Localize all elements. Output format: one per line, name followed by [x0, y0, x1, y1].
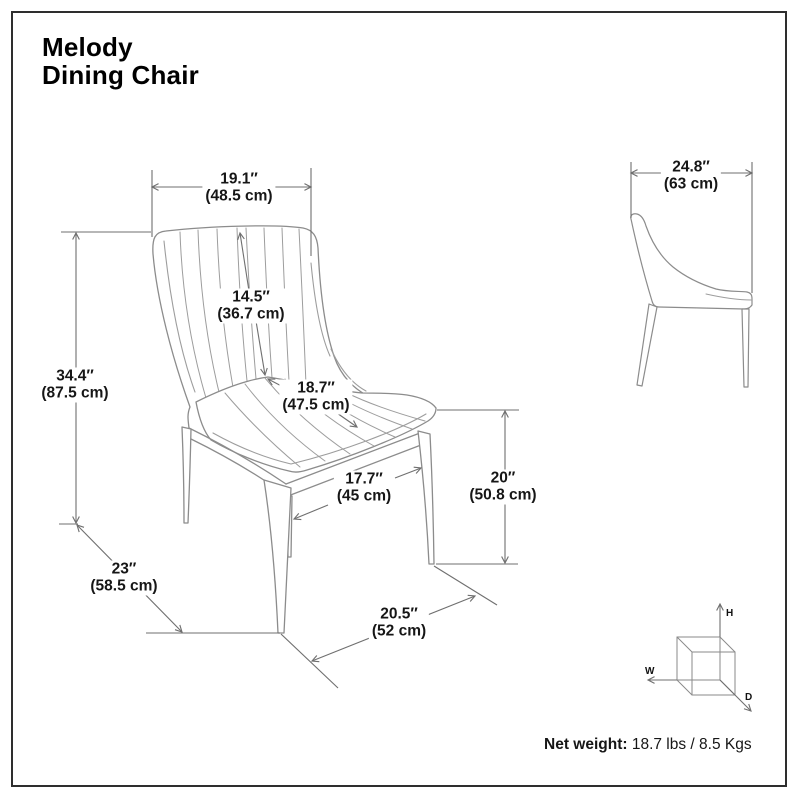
dim-inches: 18.7″ [297, 379, 335, 397]
front-left-leg [264, 480, 291, 633]
backrest-inner-left [164, 241, 195, 392]
product-title-line2: Dining Chair [42, 60, 199, 90]
dim-metric: (63 cm) [663, 175, 719, 192]
leader-line [256, 321, 265, 375]
depth-axis-label: D [745, 692, 753, 703]
side-rear-leg [637, 304, 657, 386]
backrest-inner-right [311, 263, 330, 356]
dim-inches: 19.1″ [220, 170, 258, 188]
chair-side-view [631, 214, 752, 387]
cube-edge [677, 637, 692, 652]
dim-inches: 34.4″ [56, 367, 94, 385]
net-weight-value: 18.7 lbs / 8.5 Kgs [627, 736, 752, 753]
dim-inches: 20″ [490, 469, 516, 487]
dim-inches: 14.5″ [232, 288, 270, 306]
dim-metric: (48.5 cm) [205, 187, 273, 204]
side-front-leg [742, 309, 749, 387]
product-title [42, 33, 199, 89]
net-weight [544, 736, 752, 754]
leader-line [395, 468, 421, 478]
width-axis-label: W [645, 666, 655, 677]
dim-label-seat-depth [279, 380, 352, 415]
leader-line [294, 505, 328, 519]
dim-label-front-width [369, 606, 429, 641]
net-weight-label: Net weight: [544, 736, 628, 753]
dim-label-overall-height [38, 368, 111, 403]
dim-metric: (45 cm) [336, 487, 392, 504]
extension-line [434, 566, 497, 605]
dim-label-seat-height [466, 470, 539, 505]
product-title-line1: Melody [42, 32, 133, 62]
dim-metric: (87.5 cm) [41, 384, 109, 401]
dim-label-side-depth [661, 159, 721, 194]
dim-metric: (58.5 cm) [90, 577, 158, 594]
extension-line [281, 634, 338, 688]
dim-inches: 23″ [111, 560, 137, 578]
dim-inches: 20.5″ [380, 605, 418, 623]
chair-front-view [153, 226, 436, 633]
dim-metric: (50.8 cm) [469, 486, 537, 503]
dim-label-leg-spacing [334, 471, 394, 506]
dim-inches: 24.8″ [672, 158, 710, 176]
dim-metric: (47.5 cm) [282, 396, 350, 413]
dim-label-back-height [214, 289, 287, 324]
front-right-leg [418, 431, 434, 564]
back-seam [299, 229, 306, 385]
dim-label-depth [87, 561, 160, 596]
dim-label-overall-width [202, 171, 275, 206]
side-seat-piping [706, 294, 751, 300]
dim-metric: (52 cm) [371, 622, 427, 639]
dim-metric: (36.7 cm) [217, 305, 285, 322]
back-left-leg [182, 427, 191, 523]
height-axis-label: H [726, 608, 734, 619]
cube-edge [720, 637, 735, 652]
side-profile-outline [631, 214, 752, 309]
dim-inches: 17.7″ [345, 470, 383, 488]
orientation-cube [645, 604, 752, 711]
back-seam [180, 232, 206, 398]
cube-edge [677, 680, 692, 695]
